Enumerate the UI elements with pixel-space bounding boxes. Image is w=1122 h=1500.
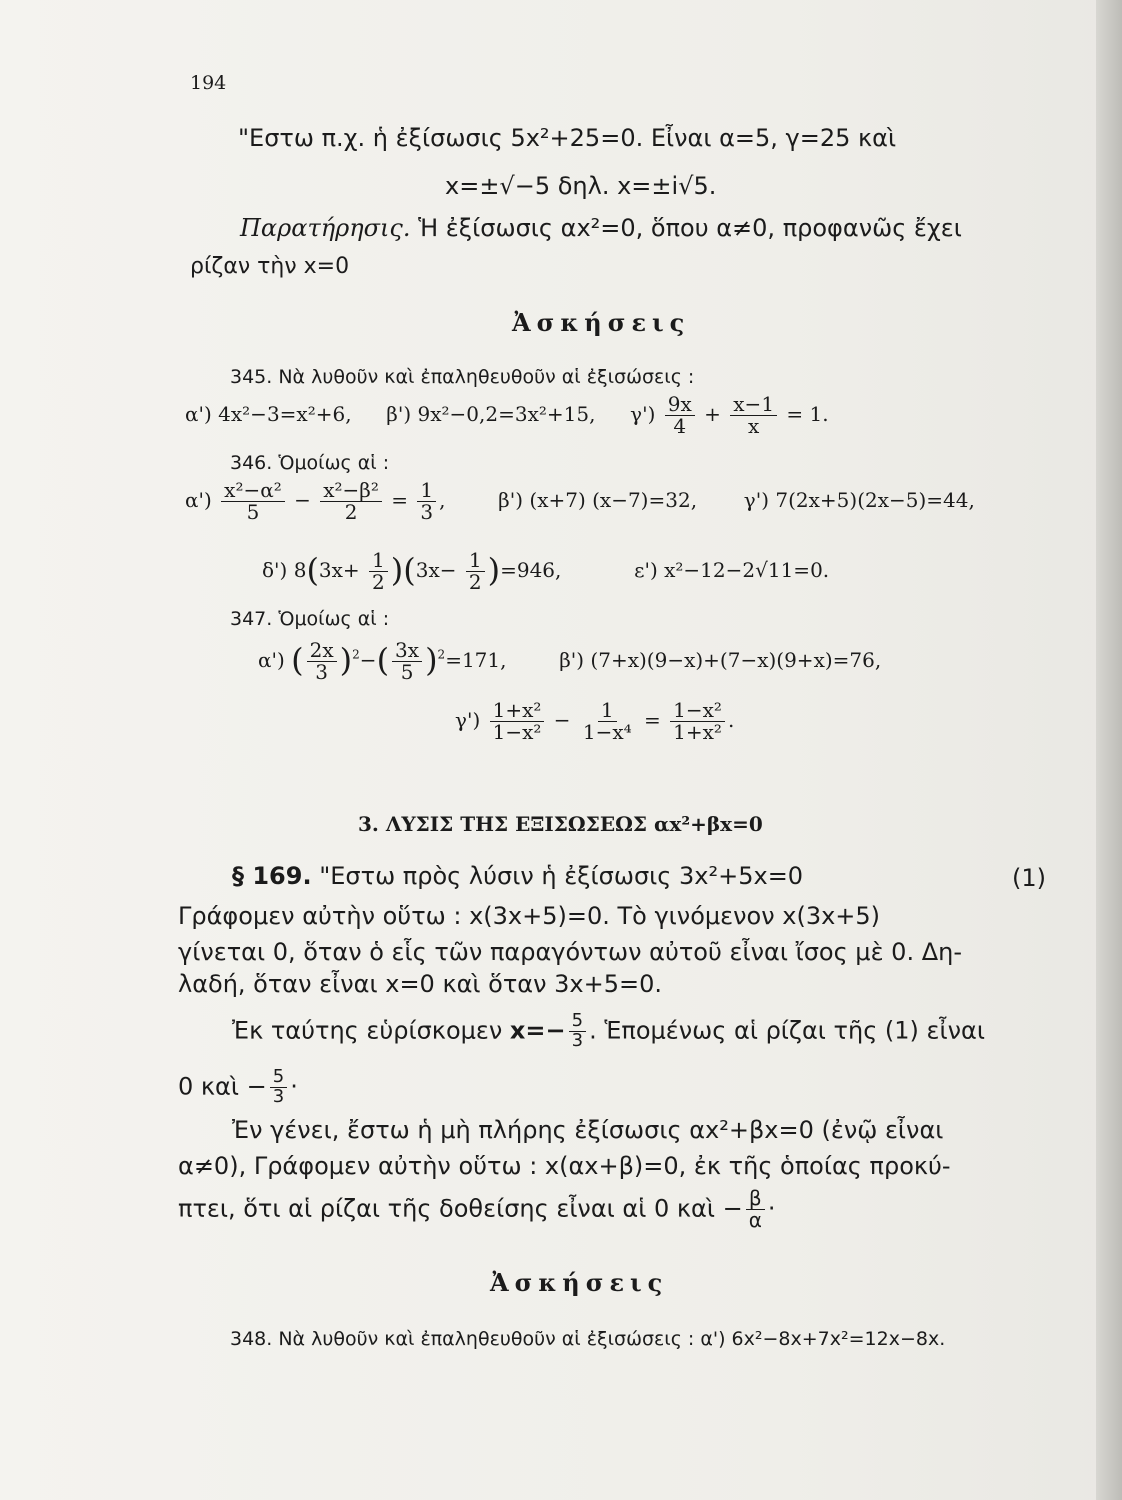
para169-frac-beta-alpha: $\frac{\beta}{\alpha}$ (746, 1188, 765, 1231)
para169-line5 (232, 1012, 985, 1051)
ex347-a-rhs: =171, (445, 648, 507, 672)
ex347-c-frac2: $\frac{1}{\text{1−x⁴}}$ (582, 698, 632, 744)
remark-text-1: Ἡ ἐξίσωσις αx²=0, ὅπου α≠0, προφανῶς ἔχει (418, 214, 962, 242)
para169-mark: § 169. (232, 862, 312, 890)
ex346-a-prefix: α') (185, 488, 212, 512)
page-number: 194 (190, 72, 227, 94)
ex347-a-frac1: $\frac{2x}{3}$ (307, 640, 337, 683)
para169-line6: 0 καὶ − $\frac{5}{3}$ · (178, 1066, 298, 1107)
ex345-a: α') 4x²−3=x²+6, (185, 402, 352, 426)
ex347-row1: α') ( $\frac{2x}{3}$ )$^2$−( $\frac{3x}{5}$ )$^2$=171, β') (7+x)(9−x)+(7−x)(9+x)=76, (258, 638, 882, 684)
remark-label: Παρατήρησις. (240, 214, 411, 242)
para169-frac-5-3b: $\frac{5}{3}$ (270, 1068, 287, 1107)
ex347-label: 347. Ὁμοίως αἱ : (230, 608, 390, 630)
ex346-a-frac3: $\frac{1}{3}$ (417, 480, 436, 523)
para169-line9: πτει, ὅτι αἱ ρίζαι τῆς δοθείσης εἶναι αἱ 0 καὶ − $\frac{\beta}{\alpha}$ · (178, 1186, 776, 1232)
remark-line-2: ρίζαν τὴν x=0 (190, 254, 350, 279)
para169-line1-text: "Εστω πρὸς λύσιν ἡ ἐξίσωσις 3x²+5x=0 (319, 862, 804, 890)
ex347-c-prefix: γ') (455, 708, 481, 732)
ex345-c-frac2: $\frac{x-1}{x}$ (730, 394, 777, 437)
book-spine (1096, 0, 1122, 1500)
ex346-d-half1: $\frac{1}{2}$ (369, 550, 388, 593)
para169-line8: α≠0), Γράφομεν αὐτὴν οὕτω : x(αx+β)=0, ἐκ τῆς ὁποίας προκύ- (178, 1152, 951, 1180)
ex347-a-frac2: $\frac{3x}{5}$ (392, 640, 422, 683)
section-title: 3. ΛΥΣΙΣ ΤΗΣ ΕΞΙΣΩΣΕΩΣ αx²+βx=0 (358, 812, 763, 836)
para169-line7: Ἐν γένει, ἔστω ἡ μὴ πλήρης ἐξίσωσις αx²+βx=0 (ἐνῷ εἶναι (232, 1116, 944, 1144)
para169-line5-pre: Ἐκ ταύτης εὑρίσκομεν (232, 1016, 503, 1045)
ex347-c-frac3: $\frac{\text{1−x²}}{\text{1+x²}}$ (670, 700, 725, 743)
ex346-c: γ') 7(2x+5)(2x−5)=44, (743, 488, 975, 512)
ex346-row2: δ') 8(3x+ $\frac{1}{2}$ )(3x− $\frac{1}{2}$ )=946, ε') x²−12−2√11=0. (262, 548, 830, 594)
exercises-heading-1: Ἀσκήσεις (512, 308, 691, 337)
ex345-c-prefix: γ') (630, 402, 656, 426)
ex345-equations: α') 4x²−3=x²+6, β') 9x²−0,2=3x²+15, γ') $\frac{9x}{4}$ + $\frac{x-1}{x}$ = 1. (185, 392, 829, 438)
ex345-label: 345. Νὰ λυθοῦν καὶ ἐπαληθευθοῦν αἱ ἐξισώσεις : (230, 366, 695, 388)
para169-line3: γίνεται 0, ὅταν ὁ εἷς τῶν παραγόντων αὐτοῦ εἶναι ἴσος μὲ 0. Δη- (178, 938, 962, 966)
ex346-d-inner2: 3x− (415, 558, 457, 582)
para169-line1 (232, 862, 803, 890)
ex346-a-frac2: $\frac{\text{x²−β²}}{2}$ (320, 480, 382, 523)
ex346-d-rhs: =946, (500, 558, 562, 582)
para169-line2: Γράφομεν αὐτὴν οὕτω : x(3x+5)=0. Τὸ γινόμενον x(3x+5) (178, 902, 881, 930)
ex345-c-rhs: = 1. (786, 402, 829, 426)
para169-line6-pre: 0 καὶ − (178, 1072, 267, 1101)
para169-line4: λαδή, ὅταν εἶναι x=0 καὶ ὅταν 3x+5=0. (178, 970, 663, 998)
ex346-d-prefix: δ') 8 (262, 558, 307, 582)
ex347-a-prefix: α') (258, 648, 285, 672)
para169-line5-x: x=− (509, 1016, 566, 1045)
ex348: 348. Νὰ λυθοῦν καὶ ἐπαληθευθοῦν αἱ ἐξισώσεις : α') 6x²−8x+7x²=12x−8x. (230, 1328, 946, 1350)
ex345-c-frac1: $\frac{9x}{4}$ (665, 394, 695, 437)
ex346-d-inner1: 3x+ (318, 558, 360, 582)
ex346-b: β') (x+7) (x−7)=32, (498, 488, 698, 512)
para169-frac-5-3: $\frac{5}{3}$ (569, 1012, 586, 1051)
ex346-a-frac1: $\frac{\text{x²−α²}}{5}$ (221, 480, 285, 523)
ex346-d-half2: $\frac{1}{2}$ (466, 550, 485, 593)
para169-line5-post: . Ἑπομένως αἱ ρίζαι τῆς (1) εἶναι (589, 1016, 985, 1045)
ex345-b: β') 9x²−0,2=3x²+15, (386, 402, 596, 426)
example-line: "Εστω π.χ. ἡ ἐξίσωσις 5x²+25=0. Εἶναι α=5, γ=25 καὶ (238, 124, 897, 152)
example-result: x=±√−5 δηλ. x=±i√5. (445, 172, 717, 200)
ex346-e: ε') x²−12−2√11=0. (634, 558, 830, 582)
ex346-label: 346. Ὁμοίως αἱ : (230, 452, 390, 474)
exercises-heading-2: Ἀσκήσεις (490, 1268, 669, 1297)
ex346-row1: α') $\frac{\text{x²−α²}}{5}$ − $\frac{\text{x²−β²}}{2}$ = $\frac{1}{3}$ , β') (x+7) (x−7)=32, γ') 7(2x+5)(2x−5)=44, (185, 478, 975, 524)
remark-line-1 (240, 214, 962, 242)
ex347-b: β') (7+x)(9−x)+(7−x)(9+x)=76, (559, 648, 882, 672)
para169-eq-number: (1) (1012, 864, 1046, 892)
ex347-row2: γ') $\frac{\text{1+x²}}{\text{1−x²}}$ − $\frac{1}{\text{1−x⁴}}$ = $\frac{\text{1−x²}}{\text{1+x²}}$ . (455, 698, 735, 744)
ex347-c-frac1: $\frac{\text{1+x²}}{\text{1−x²}}$ (490, 700, 545, 743)
para169-line9-pre: πτει, ὅτι αἱ ρίζαι τῆς δοθείσης εἶναι αἱ 0 καὶ − (178, 1194, 743, 1223)
